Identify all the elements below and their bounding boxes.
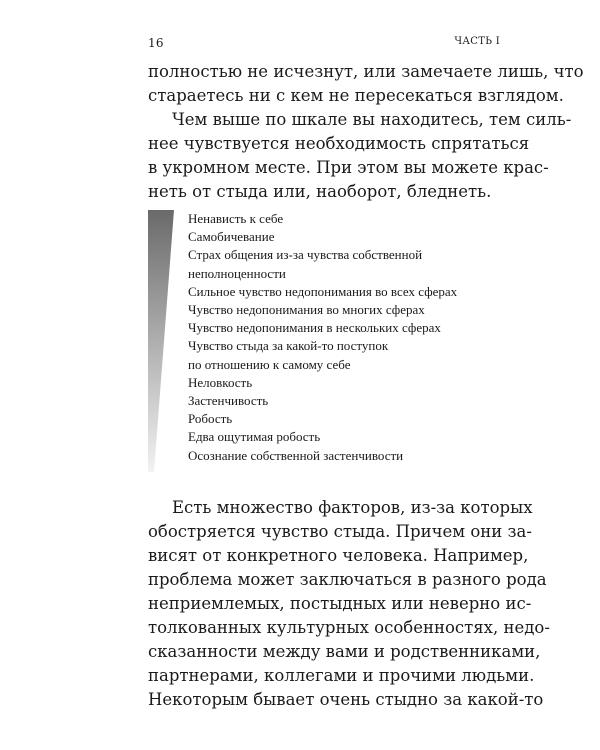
shame-scale [148, 210, 500, 474]
scale-item: Самобичевание [188, 229, 275, 245]
scale-item: Неловкость [188, 374, 253, 390]
scale-item: Осознание собственной застенчивости [188, 447, 404, 463]
scale-list [188, 210, 457, 465]
scale-item: Робость [188, 411, 233, 427]
paragraph-scale-intro [148, 108, 572, 204]
text-line: обостряется чувство стыда. Причем они за- [148, 522, 532, 541]
scale-item: Ненависть к себе [188, 211, 284, 226]
text-line: стараетесь ни с кем не пересекаться взглядом. [148, 86, 564, 105]
text-line: сказанности между вами и родственниками, [148, 642, 541, 661]
paragraph-continued [148, 60, 584, 108]
scale-item: Чувство стыда за какой-то поступок [188, 338, 389, 354]
text-line: Чем выше по шкале вы находитесь, тем силь- [172, 110, 572, 129]
scale-item: Едва ощутимая робость [188, 429, 321, 445]
text-line: толкованных культурных особенностях, недо- [148, 618, 550, 637]
scale-item: Сильное чувство недопонимания во всех сферах [188, 283, 458, 299]
text-line: нее чувствуется необходимость спрятаться [148, 134, 530, 153]
scale-gradient-wedge [148, 210, 174, 472]
paragraph-factors [148, 496, 550, 712]
text-line: Есть множество факторов, из-за которых [172, 498, 533, 517]
text-line: полностью не исчезнут, или замечаете лишь, что [148, 62, 584, 81]
text-line: проблема может заключаться в разного рода [148, 570, 547, 589]
scale-item: по отношению к самому себе [188, 356, 351, 372]
scale-item: Чувство недопонимания во многих сферах [188, 302, 425, 318]
scale-item: Чувство недопонимания в нескольких сферах [188, 320, 441, 336]
text-line: партнерами, коллегами и прочими людьми. [148, 666, 535, 685]
scale-item: Застенчивость [188, 393, 269, 409]
text-line: неприемлемых, постыдных или неверно ис- [148, 594, 532, 613]
scale-item: Страх общения из-за чувства собственной [188, 247, 423, 263]
running-title: ЧАСТЬ I [454, 36, 500, 47]
text-line: в укромном месте. При этом вы можете крас- [148, 158, 549, 177]
text-line: неть от стыда или, наоборот, бледнеть. [148, 182, 492, 201]
text-line: висят от конкретного человека. Например, [148, 546, 529, 565]
page-number: 16 [148, 36, 164, 50]
scale-item: неполноценности [188, 265, 286, 281]
text-line: Некоторым бывает очень стыдно за какой-то [148, 690, 544, 709]
